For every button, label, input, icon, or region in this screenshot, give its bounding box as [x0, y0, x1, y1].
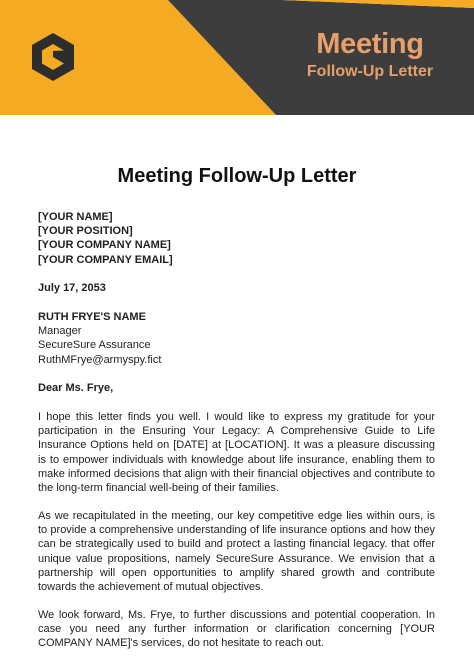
- body-paragraph-1: I hope this letter finds you well. I would like to express my gratitude for your participation in the Ensuring Your Legacy: A Comprehensive Guide to Life Insurance Options held on [DATE] at [LOCATION]. It was a pleasure discussing is to empower individuals with knowledge about life insurance, enabling them to make informed decisions that align with their financial objectives and contribute to the long-term financial well-being of their families.: [38, 411, 435, 495]
- header-title: Meeting: [316, 28, 424, 60]
- sender-company: [YOUR COMPANY NAME]: [38, 239, 171, 252]
- sender-position: [YOUR POSITION]: [38, 225, 133, 238]
- body-paragraph-2: As we recapitulated in the meeting, our key competitive edge lies within ours, is to provide a comprehensive understanding of life insurance options and how they can be strategically used to build and protect a lasting financial legacy. that offer unique value propositions, namely SecureSure Assurance. We envision that a partnership will open opportunities to amplify shared growth and contribute towards the achievement of mutual objectives.: [38, 510, 435, 594]
- sender-name: [YOUR NAME]: [38, 211, 113, 223]
- body-paragraph-3: We look forward, Ms. Frye, to further discussions and potential cooperation. In case you need any further information or clarification concerning [YOUR COMPANY NAME]'s services, do not hesitate to reach out.: [38, 609, 435, 650]
- sender-block: [38, 210, 435, 267]
- recipient-company: SecureSure Assurance: [38, 339, 151, 352]
- header-subtitle: Follow-Up Letter: [306, 63, 434, 80]
- recipient-position: Manager: [38, 325, 82, 338]
- recipient-block: [38, 310, 435, 367]
- recipient-email: RuthMFrye@armyspy.fict: [38, 353, 162, 366]
- sender-email: [YOUR COMPANY EMAIL]: [38, 253, 173, 266]
- recipient-name: RUTH FRYE'S NAME: [38, 311, 146, 323]
- document-title: Meeting Follow-Up Letter: [117, 165, 357, 187]
- letter-date: July 17, 2053: [38, 282, 106, 294]
- header-banner: [0, 0, 474, 115]
- hexagon-logo-icon: [29, 31, 77, 83]
- salutation: Dear Ms. Frye,: [38, 382, 114, 394]
